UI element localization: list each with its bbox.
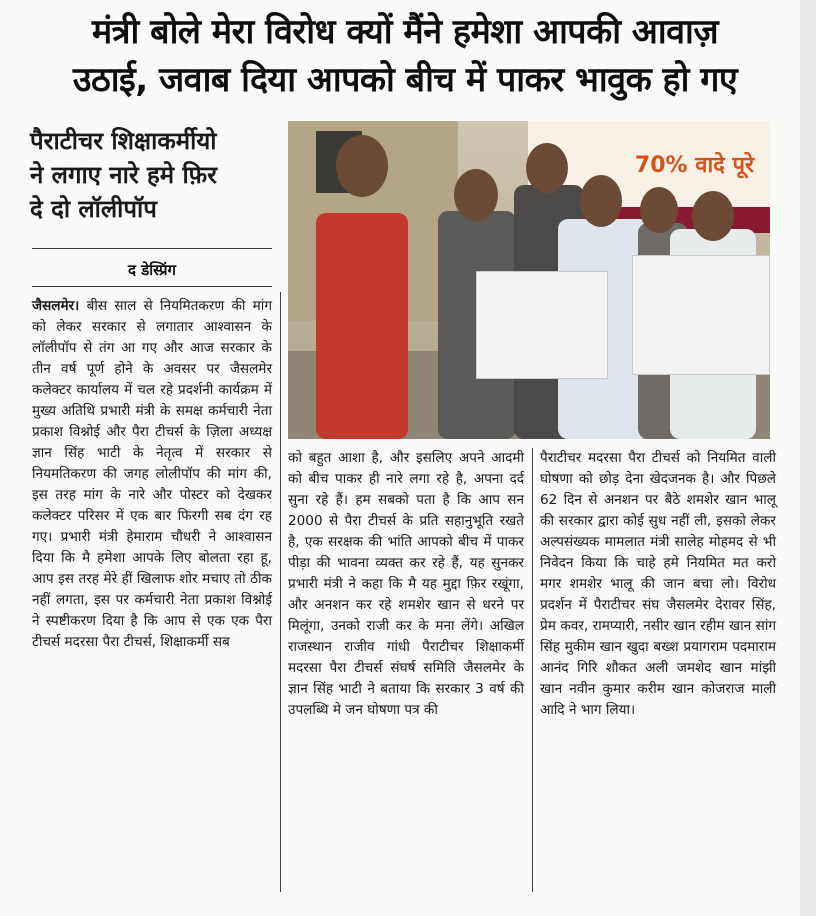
subheadline xyxy=(30,124,276,226)
person-red-vest xyxy=(316,213,408,439)
person-head xyxy=(692,191,734,241)
column-divider xyxy=(532,448,533,892)
article-text-1: बीस साल से नियमितकरण की मांग को लेकर सरकार से लगातार आश्वासन के लॉलीपॉप से तंग आ गए और आज सरकार के तीन वर्ष पूर्ण होने के अवसर पर जैसलमेर कलेक्टर कार्यालय में चल रहे प्रदर्शनी कार्यक्रम में मुख्य अतिथि प्रभारी मंत्री के समक्ष कर्मचारी नेता प्रकाश विश्नोई और पैरा टीचर्स के ज़िला अध्यक्ष ज्ञान सिंह भाटी के नेतृत्व में सरकार से नियमतिकरण की जगह लोलीपॉप की मांग की, इस तरह मांग के नारे और पोस्टर को देखकर कलेक्टर परिसर में एक बार फिरगी सब दंग रह गए। प्रभारी मंत्री हेमाराम चौधरी ने आश्वासन दिया कि मै हमेशा आपके लिए बोलता रहा हू, आप इस तरह मेरे हीं खिलाफ शोर मचाए तो ठीक नहीं लगता, इस पर कर्मचारी नेता प्रकाश विश्नोई ने स्पष्टीकरण दिया है कि आप से एक एक पैरा टीचर्स मदरसा पैरा टीचर्स, शिक्षाकर्मी सब xyxy=(32,298,272,650)
dateline: जैसलमेर। xyxy=(32,298,80,314)
page-edge xyxy=(800,0,816,916)
byline: द डेस्प्रिंग xyxy=(128,261,176,279)
person-head xyxy=(526,143,568,193)
article-text-3: पैराटीचर मदरसा पैरा टीचर्स को नियमित वाली घोषणा को छोड़ देना खेदजनक है। और पिछले 62 दिन से अनशन पर बैठे शमशेर खान भालू की सरकार द्वारा कोई सुध नहीं ली, इसको लेकर अल्पसंख्यक मामलात मंत्री सालेह मोहमद से भी निवेदन किया कि चाहे हमे नियमित मत करो मगर शमशेर भालू की जान बचा लो। विरोध प्रदर्शन में पैराटीचर संघ जैसलमेर देरावर सिंह, प्रेम कवर, रामप्यारी, नसीर खान रहीम खान सांग सिंह मुकीम खान खुदा बख्श प्रयागराम पदमाराम आनंद गिरि शौकत अली जमशेद खान मांझी खान नवीन कुमार करीम खान कोजराज माली आदि ने भाग लिया। xyxy=(540,450,776,718)
subheadline-line-1: पैराटीचर शिक्षाकर्मीयो xyxy=(30,127,217,155)
person-head xyxy=(640,187,678,233)
article-column-2 xyxy=(288,448,524,721)
photo-banner-text: 70% वादे पूरे xyxy=(634,153,754,178)
protest-placard-left xyxy=(476,271,608,379)
headline xyxy=(20,8,790,104)
person-head xyxy=(454,169,498,221)
protest-placard-right xyxy=(632,255,770,375)
byline-divider xyxy=(32,286,272,287)
article-column-1 xyxy=(32,296,272,653)
person-head xyxy=(336,135,388,197)
headline-line-2: उठाई, जवाब दिया आपको बीच में पाकर भावुक हो गए xyxy=(72,60,738,100)
subhead-divider xyxy=(32,248,272,249)
article-column-3 xyxy=(540,448,776,721)
protest-photo xyxy=(288,121,770,439)
headline-line-1: मंत्री बोले मेरा विरोध क्यों मैंने हमेशा आपकी आवाज़ xyxy=(91,12,719,52)
person-head xyxy=(580,175,622,227)
subheadline-line-2: ने लगाए नारे हमे फ़िर xyxy=(30,161,217,189)
column-divider xyxy=(280,292,281,892)
article-text-2: को बहुत आशा है, और इसलिए अपने आदमी को बीच पाकर ही नारे लगा रहे है, अपना दर्द सुना रहे हैं। हम सबको पता है कि आप सन 2000 से पैरा टीचर्स के प्रति सहानुभूति रखते है, एक सरक्षक की भांति आपको बीच में पाकर पीड़ा की भावना व्यक्त कर रहे हैं, यह सुनकर प्रभारी मंत्री ने कहा कि मै यह मुद्दा फ़िर रखूंगा, और अनशन कर रहे शमशेर खान से धरने पर मिलूंगा, उनको राजी कर के मना लेंगे। अखिल राजस्थान राजीव गांधी पैराटीचर शिक्षाकर्मी मदरसा पैरा टीचर्स संघर्ष समिति जैसलमेर के ज्ञान सिंह भाटी ने बताया कि सरकार 3 वर्ष की उपलब्धि मे जन घोषणा पत्र की xyxy=(288,450,524,718)
subheadline-line-3: दे दो लॉलीपॉप xyxy=(30,195,157,223)
